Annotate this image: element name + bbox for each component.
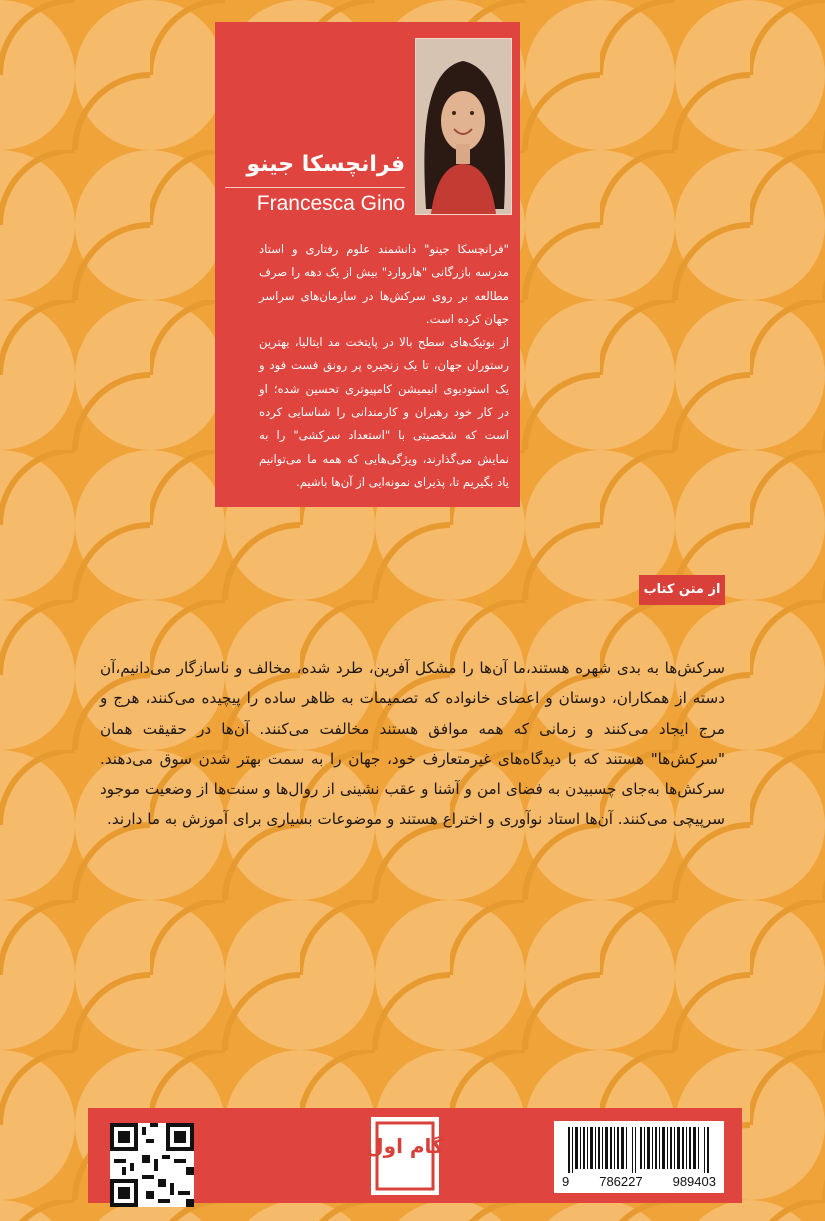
qr-code-icon <box>110 1123 194 1207</box>
barcode-group-2: 989403 <box>672 1174 716 1189</box>
bio-paragraph: از بوتیک‌های سطح بالا در پایتخت مد ایتالیا، بهترین رستوران جهان، تا یک زنجیره پر رونق فست فود و یک استودیوی انیمیشن کامپیوتری تحسین شده؛ او در کار خود رهبران و کارمندانی را شناسایی کرده است که شخصیتی با "استعداد سرکشی" را به نمایش می‌گذارند، ویژگی‌هایی که همه ما می‌توانیم یاد بگیریم تا، پذیرای نمونه‌ایی از آن‌ها باشیم. <box>259 335 509 489</box>
barcode-bars <box>554 1121 724 1173</box>
portrait-illustration <box>416 39 511 214</box>
qr-code <box>110 1123 194 1207</box>
excerpt-paragraph: سرکش‌ها به بدی شهره هستند،ما آن‌ها را مشکل آفرین، طرد شده، مخالف و ناسازگار می‌دانیم،آن دسته از همکاران، دوستان و اعضای خانواده که تصمیمات به ظاهر ساده را پیچیده می‌کنند، هرج و مرج ایجاد می‌کنند و زمانی که همه موافق هستند مخالفت می‌کنند. آن‌ها در حقیقت همان "سرکش‌ها" هستند که با دیدگاه‌های غیرمتعارف خود، جهان را به سمت بهتر شدن سوق می‌دهند. سرکش‌ها به‌جای چسبیدن به فضای امن و آشنا و عقب نشینی از روال‌ها و سنت‌ها از وضعیت موجود سرپیچی می‌کنند. آن‌ها استاد نوآوری و اختراع هستند و موضوعات بسیاری برای آموزش به ما دارند. <box>100 659 725 829</box>
author-panel <box>215 22 520 507</box>
book-excerpt <box>100 653 725 835</box>
logo-text: گام اول <box>366 1134 444 1158</box>
barcode-number <box>554 1174 724 1189</box>
barcode-group-1: 786227 <box>599 1174 643 1189</box>
barcode <box>554 1121 724 1193</box>
author-bio <box>259 238 509 494</box>
publisher-logo <box>366 1117 444 1195</box>
footer-bar <box>88 1108 742 1203</box>
author-photo <box>415 38 512 215</box>
author-name-english: Francesca Gino <box>256 192 405 215</box>
name-divider <box>225 187 405 188</box>
bio-paragraph: "فرانچسکا جینو" دانشمند علوم رفتاری و استاد مدرسه بازرگانی "هاروارد" بیش از یک دهه را صرف مطالعه بر روی سرکش‌ها در سازمان‌های سراسر جهان کرده است. <box>259 242 509 326</box>
excerpt-label: از متن کتاب <box>639 575 725 605</box>
publisher-logo-icon <box>366 1117 444 1195</box>
barcode-lead-digit: 9 <box>562 1174 570 1189</box>
author-name-persian: فرانچسکا جینو <box>246 152 405 177</box>
